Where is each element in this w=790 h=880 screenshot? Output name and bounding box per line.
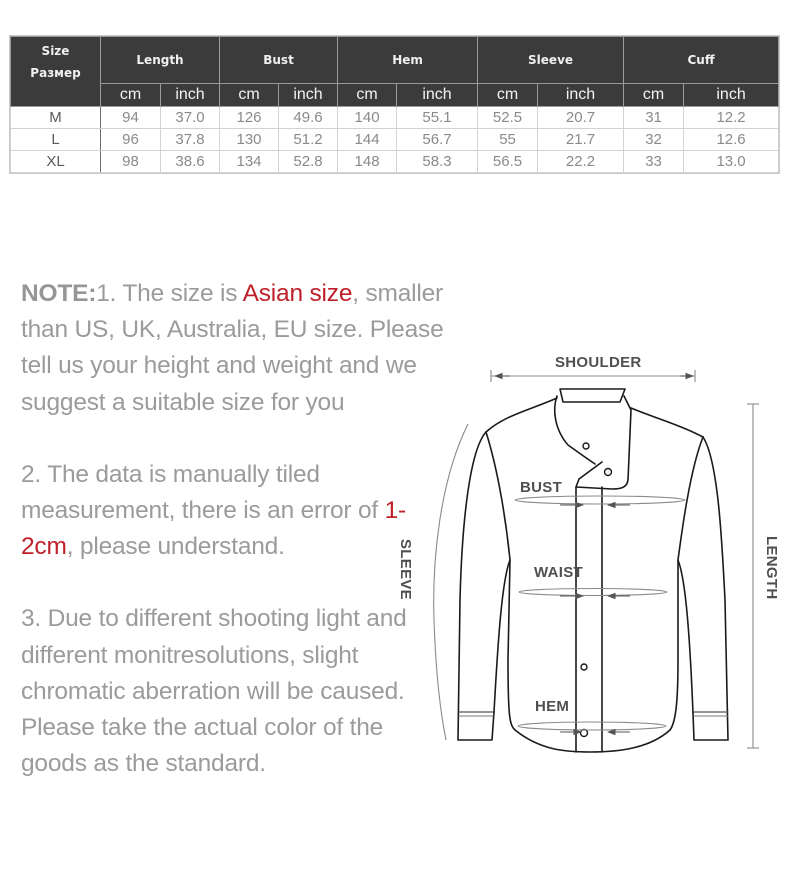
group-header-hem: Hem bbox=[338, 37, 478, 84]
size-cell: L bbox=[11, 129, 101, 151]
table-cell: 20.7 bbox=[538, 107, 624, 129]
table-row bbox=[11, 129, 779, 151]
label-waist: WAIST bbox=[534, 564, 583, 581]
unit-header: cm bbox=[478, 84, 538, 107]
size-cell: M bbox=[11, 107, 101, 129]
size-column-header bbox=[11, 37, 101, 107]
table-cell: 13.0 bbox=[684, 151, 779, 173]
note-2 bbox=[21, 457, 451, 566]
table-cell: 94 bbox=[101, 107, 161, 129]
size-header-ru: Размер bbox=[30, 65, 81, 80]
unit-header: cm bbox=[624, 84, 684, 107]
unit-header: cm bbox=[220, 84, 279, 107]
table-cell: 96 bbox=[101, 129, 161, 151]
table-cell: 38.6 bbox=[161, 151, 220, 173]
table-cell: 49.6 bbox=[279, 107, 338, 129]
table-cell: 31 bbox=[624, 107, 684, 129]
group-header-sleeve: Sleeve bbox=[478, 37, 624, 84]
note-3-text: 3. Due to different shooting light and different monitresolutions, slight chromatic aberration will be caused. Please take the actual color of the goods as the standard. bbox=[21, 605, 407, 778]
table-cell: 144 bbox=[338, 129, 397, 151]
notes-section bbox=[21, 276, 451, 818]
unit-header: inch bbox=[397, 84, 478, 107]
table-group-header-row bbox=[11, 37, 779, 84]
table-cell: 140 bbox=[338, 107, 397, 129]
note-3 bbox=[21, 601, 451, 782]
group-header-bust: Bust bbox=[220, 37, 338, 84]
table-cell: 32 bbox=[624, 129, 684, 151]
table-cell: 22.2 bbox=[538, 151, 624, 173]
size-chart-table bbox=[10, 36, 779, 173]
unit-header: cm bbox=[101, 84, 161, 107]
table-cell: 21.7 bbox=[538, 129, 624, 151]
table-cell: 56.5 bbox=[478, 151, 538, 173]
table-cell: 52.8 bbox=[279, 151, 338, 173]
table-unit-header-row bbox=[11, 84, 779, 107]
table-cell: 51.2 bbox=[279, 129, 338, 151]
table-cell: 52.5 bbox=[478, 107, 538, 129]
note-2-text-rest: , please understand. bbox=[66, 533, 285, 561]
unit-header: cm bbox=[338, 84, 397, 107]
note-1-highlight: Asian size bbox=[242, 280, 353, 307]
table-cell: 56.7 bbox=[397, 129, 478, 151]
shirt-outline-icon bbox=[395, 340, 790, 760]
label-bust: BUST bbox=[520, 479, 563, 496]
table-cell: 33 bbox=[624, 151, 684, 173]
table-cell: 55.1 bbox=[397, 107, 478, 129]
size-header-en: Size bbox=[41, 43, 70, 58]
table-row bbox=[11, 107, 779, 129]
note-2-text: 2. The data is manually tiled measurement, there is an error of bbox=[21, 460, 385, 525]
group-header-cuff: Cuff bbox=[624, 37, 779, 84]
label-length: LENGTH bbox=[763, 536, 780, 600]
table-row bbox=[11, 151, 779, 173]
table-cell: 12.6 bbox=[684, 129, 779, 151]
table-cell: 126 bbox=[220, 107, 279, 129]
table-cell: 58.3 bbox=[397, 151, 478, 173]
unit-header: inch bbox=[684, 84, 779, 107]
table-cell: 37.8 bbox=[161, 129, 220, 151]
note-label: NOTE: bbox=[21, 280, 97, 307]
table-cell: 134 bbox=[220, 151, 279, 173]
unit-header: inch bbox=[538, 84, 624, 107]
note-1-text-rest: , smaller than US, UK, Australia, EU size. Please tell us your height and weight and we suggest a suitable size for you bbox=[21, 280, 444, 416]
group-header-length: Length bbox=[101, 37, 220, 84]
label-sleeve: SLEEVE bbox=[397, 539, 414, 600]
table-cell: 37.0 bbox=[161, 107, 220, 129]
size-cell: XL bbox=[11, 151, 101, 173]
shirt-measurement-diagram bbox=[395, 340, 790, 760]
label-shoulder: SHOULDER bbox=[555, 354, 642, 371]
unit-header: inch bbox=[161, 84, 220, 107]
note-1 bbox=[21, 276, 451, 421]
table-cell: 148 bbox=[338, 151, 397, 173]
table-cell: 130 bbox=[220, 129, 279, 151]
note-1-text: 1. The size is bbox=[96, 280, 243, 307]
table-cell: 55 bbox=[478, 129, 538, 151]
note-2-highlight: 1-2cm bbox=[21, 497, 406, 561]
unit-header: inch bbox=[279, 84, 338, 107]
label-hem: HEM bbox=[535, 698, 570, 715]
table-cell: 98 bbox=[101, 151, 161, 173]
table-cell: 12.2 bbox=[684, 107, 779, 129]
